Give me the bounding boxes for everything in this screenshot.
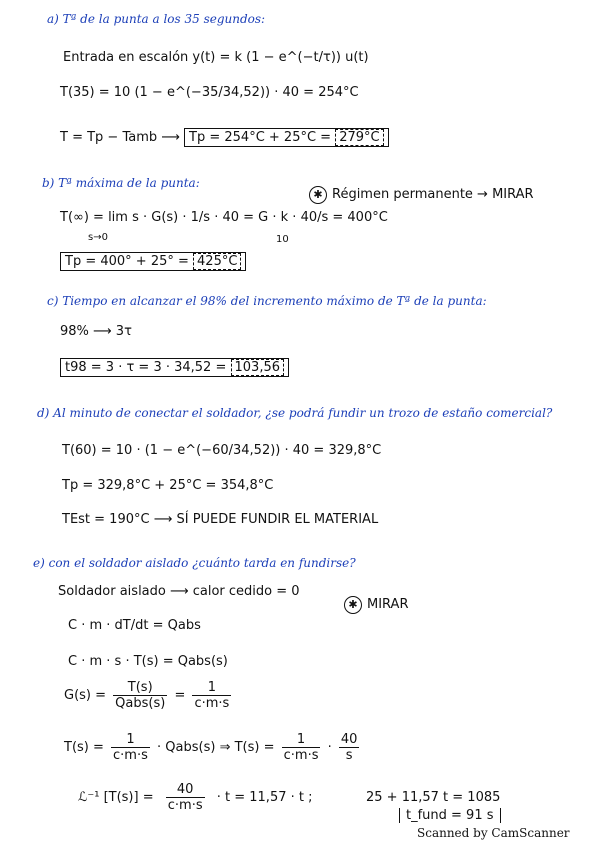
e-line2: C · m · dT/dt = Qabs (68, 618, 201, 633)
b-ten: 10 (276, 234, 289, 245)
e-line1: Soldador aislado ⟶ calor cedido = 0 (58, 584, 300, 599)
e-g-eq: G(s) = $\frac{T(s)}{\text{Qabs(s)}}$ = $\frac{1}{c\cdot m\cdot s}$ (64, 680, 230, 711)
e-final-calc: 25 + 11,57 t = 1085 (366, 790, 501, 805)
d-eq3: TEst = 190°C ⟶ SÍ PUEDE FUNDIR EL MATERIAL (62, 512, 379, 527)
a-eq2 (60, 128, 389, 147)
heading-d: d) Al minuto de conectar el soldador, ¿se podrá fundir un trozo de estaño comercial? (37, 406, 553, 420)
scanner-watermark: Scanned by CamScanner (417, 826, 570, 840)
heading-c: c) Tiempo en alcanzar el 98% del incremento máximo de Tª de la punta: (47, 294, 487, 308)
e-t-eq: T(s) = $\frac{1}{c\cdot m\cdot s}$ · Qabs(s) ⇒ T(s) = $\frac{1}{c\cdot m\cdot s}$ · $\frac{40}{s}$ (64, 732, 358, 763)
e-final-result: t_fund = 91 s (399, 808, 501, 823)
a-result: 279°C (335, 129, 383, 146)
heading-e: e) con el soldador aislado ¿cuánto tarda en fundirse? (33, 556, 356, 570)
c-eq2-box: t98 = 3 · τ = 3 · 34,52 = 103,56 (60, 358, 289, 377)
e-laplace-eq: ℒ⁻¹ [T(s)] = $\frac{40}{c\cdot m\cdot s}$ · t = 11,57 · t ; (78, 782, 313, 813)
e-line3: C · m · s · T(s) = Qabs(s) (68, 654, 228, 669)
b-lim-sub: s→0 (88, 232, 108, 243)
a-eq2-box: Tp = 254°C + 25°C = 279°C (184, 128, 389, 147)
d-eq1: T(60) = 10 · (1 − e^(−60/34,52)) · 40 = 329,8°C (62, 443, 382, 458)
heading-b: b) Tª máxima de la punta: (42, 176, 200, 190)
note-regimen: ✱ Régimen permanente → MIRAR (309, 186, 534, 204)
star-icon: ✱ (344, 596, 362, 614)
a-entrada: Entrada en escalón y(t) = k (1 − e^(−t/τ)) u(t) (63, 50, 369, 65)
d-eq2: Tp = 329,8°C + 25°C = 354,8°C (62, 478, 274, 493)
heading-a: a) Tª de la punta a los 35 segundos: (47, 12, 266, 26)
c-eq1: 98% ⟶ 3τ (60, 324, 132, 339)
b-eq2 (60, 252, 246, 271)
a-eq2-left: T = Tp − Tamb ⟶ (60, 130, 180, 145)
a-eq1: T(35) = 10 (1 − e^(−35/34,52)) · 40 = 254°C (60, 85, 359, 100)
b-eq2-box: Tp = 400° + 25° = 425°C (60, 252, 246, 271)
note-mirar: ✱ MIRAR (344, 596, 408, 614)
c-eq2 (60, 358, 289, 377)
star-icon: ✱ (309, 186, 327, 204)
b-eq1: T(∞) = lim s · G(s) · 1/s · 40 = G · k · 40/s = 400°C (60, 210, 388, 225)
